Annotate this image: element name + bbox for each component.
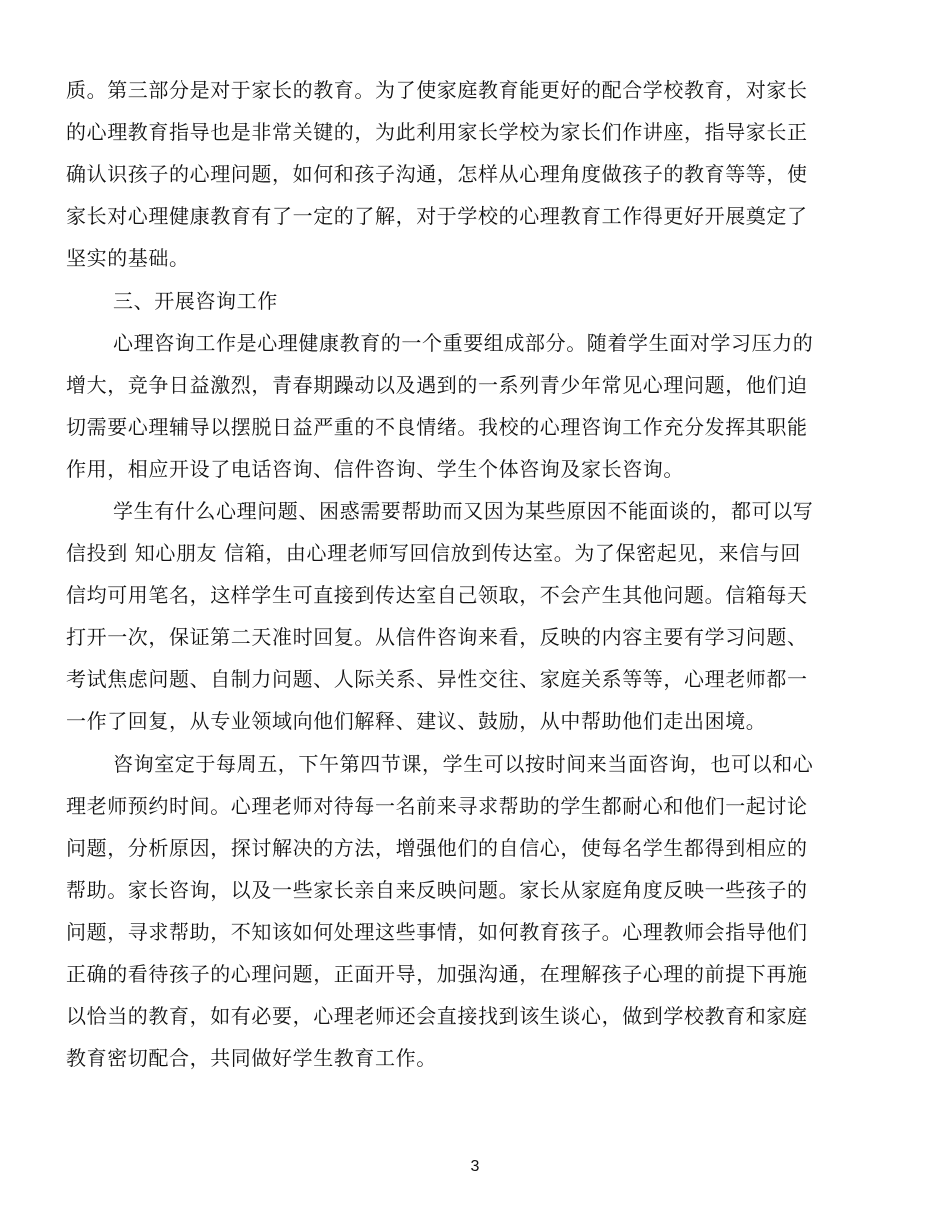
text-line: 以恰当的教育，如有必要，心理老师还会直接找到该生谈心，做到学校教育和家庭 (66, 1004, 808, 1028)
text-line: 咨询室定于每周五，下午第四节课，学生可以按时间来当面咨询，也可以和心 (113, 752, 814, 776)
text-line: 坚实的基础。 (66, 246, 190, 270)
text-line: 增大，竞争日益激烈，青春期躁动以及遇到的一系列青少年常见心理问题，他们迫 (66, 373, 808, 397)
text-line: 学生有什么心理问题、困惑需要帮助而又因为某些原因不能面谈的，都可以写 (113, 499, 814, 523)
text-line: 考试焦虑问题、自制力问题、人际关系、异性交往、家庭关系等等，心理老师都一 (66, 667, 808, 691)
page-number: 3 (470, 1158, 480, 1175)
text-line: 帮助。家长咨询，以及一些家长亲自来反映问题。家长从家庭角度反映一些孩子的 (66, 878, 808, 902)
text-line: 信投到 知心朋友 信箱，由心理老师写回信放到传达室。为了保密起见，来信与回 (66, 541, 801, 565)
text-line: 一作了回复，从专业领域向他们解释、建议、鼓励，从中帮助他们走出困境。 (66, 709, 767, 733)
text-line: 信均可用笔名，这样学生可直接到传达室自己领取，不会产生其他问题。信箱每天 (66, 583, 808, 607)
text-line: 教育密切配合，共同做好学生教育工作。 (66, 1046, 437, 1070)
text-line: 心理咨询工作是心理健康教育的一个重要组成部分。随着学生面对学习压力的 (113, 331, 814, 355)
text-line: 理老师预约时间。心理老师对待每一名前来寻求帮助的学生都耐心和他们一起讨论 (66, 794, 808, 818)
text-line: 打开一次，保证第二天准时回复。从信件咨询来看，反映的内容主要有学习问题、 (66, 625, 808, 649)
text-line: 作用，相应开设了电话咨询、信件咨询、学生个体咨询及家长咨询。 (66, 457, 684, 481)
text-line: 切需要心理辅导以摆脱日益严重的不良情绪。我校的心理咨询工作充分发挥其职能 (66, 415, 808, 439)
text-line: 确认识孩子的心理问题，如何和孩子沟通，怎样从心理角度做孩子的教育等等，使 (66, 162, 808, 186)
text-line: 正确的看待孩子的心理问题，正面开导，加强沟通，在理解孩子心理的前提下再施 (66, 962, 808, 986)
section-heading: 三、开展咨询工作 (113, 289, 278, 313)
text-line: 问题，寻求帮助，不知该如何处理这些事情，如何教育孩子。心理教师会指导他们 (66, 920, 808, 944)
text-line: 问题，分析原因，探讨解决的方法，增强他们的自信心，使每名学生都得到相应的 (66, 836, 808, 860)
text-line: 质。第三部分是对于家长的教育。为了使家庭教育能更好的配合学校教育，对家长 (66, 78, 808, 102)
text-line: 的心理教育指导也是非常关键的，为此利用家长学校为家长们作讲座，指导家长正 (66, 120, 808, 144)
text-line: 家长对心理健康教育有了一定的了解，对于学校的心理教育工作得更好开展奠定了 (66, 204, 808, 228)
